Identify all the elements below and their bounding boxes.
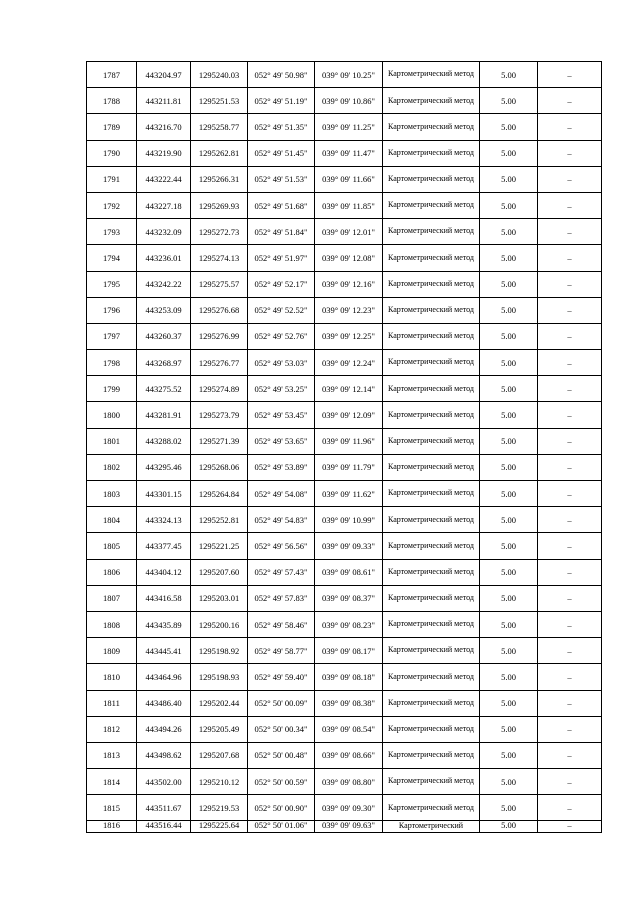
note-cell: – (538, 454, 602, 480)
x-coordinate-cell: 443242.22 (137, 271, 191, 297)
note-cell: – (538, 559, 602, 585)
x-coordinate-cell: 443404.12 (137, 559, 191, 585)
point-number-cell: 1800 (87, 402, 137, 428)
x-coordinate-cell: 443211.81 (137, 88, 191, 114)
y-coordinate-cell: 1295219.53 (191, 795, 248, 821)
table-row (87, 481, 602, 507)
point-number-cell: 1799 (87, 376, 137, 402)
x-coordinate-cell: 443416.58 (137, 585, 191, 611)
y-coordinate-cell: 1295275.57 (191, 271, 248, 297)
x-coordinate-cell: 443324.13 (137, 507, 191, 533)
note-cell: – (538, 611, 602, 637)
table-row (87, 690, 602, 716)
x-coordinate-cell: 443219.90 (137, 140, 191, 166)
latitude-cell: 052° 49' 52.17" (248, 271, 315, 297)
longitude-cell: 039° 09' 09.63" (315, 821, 383, 833)
longitude-cell: 039° 09' 08.66" (315, 742, 383, 768)
accuracy-cell: 5.00 (480, 219, 538, 245)
table-row (87, 769, 602, 795)
point-number-cell: 1802 (87, 454, 137, 480)
method-cell: Картометрический метод (383, 664, 480, 690)
x-coordinate-cell: 443216.70 (137, 114, 191, 140)
point-number-cell: 1808 (87, 611, 137, 637)
note-cell: – (538, 742, 602, 768)
note-cell: – (538, 323, 602, 349)
point-number-cell: 1790 (87, 140, 137, 166)
latitude-cell: 052° 50' 00.09" (248, 690, 315, 716)
y-coordinate-cell: 1295198.93 (191, 664, 248, 690)
x-coordinate-cell: 443232.09 (137, 219, 191, 245)
x-coordinate-cell: 443498.62 (137, 742, 191, 768)
note-cell: – (538, 245, 602, 271)
method-cell: Картометрический метод (383, 428, 480, 454)
latitude-cell: 052° 49' 54.83" (248, 507, 315, 533)
point-number-cell: 1812 (87, 716, 137, 742)
method-cell: Картометрический метод (383, 88, 480, 114)
note-cell: – (538, 350, 602, 376)
y-coordinate-cell: 1295266.31 (191, 166, 248, 192)
accuracy-cell: 5.00 (480, 664, 538, 690)
accuracy-cell: 5.00 (480, 507, 538, 533)
accuracy-cell: 5.00 (480, 62, 538, 88)
note-cell: – (538, 114, 602, 140)
note-cell: – (538, 166, 602, 192)
longitude-cell: 039° 09' 12.01" (315, 219, 383, 245)
latitude-cell: 052° 49' 54.08" (248, 481, 315, 507)
table-row (87, 454, 602, 480)
note-cell: – (538, 769, 602, 795)
point-number-cell: 1795 (87, 271, 137, 297)
y-coordinate-cell: 1295262.81 (191, 140, 248, 166)
accuracy-cell: 5.00 (480, 192, 538, 218)
method-cell: Картометрический метод (383, 716, 480, 742)
method-cell: Картометрический метод (383, 507, 480, 533)
longitude-cell: 039° 09' 12.09" (315, 402, 383, 428)
latitude-cell: 052° 49' 56.56" (248, 533, 315, 559)
table-row (87, 402, 602, 428)
note-cell: – (538, 62, 602, 88)
table-row (87, 716, 602, 742)
y-coordinate-cell: 1295203.01 (191, 585, 248, 611)
latitude-cell: 052° 49' 58.77" (248, 638, 315, 664)
table-row (87, 821, 602, 833)
latitude-cell: 052° 49' 58.46" (248, 611, 315, 637)
note-cell: – (538, 140, 602, 166)
x-coordinate-cell: 443227.18 (137, 192, 191, 218)
table-row (87, 219, 602, 245)
point-number-cell: 1794 (87, 245, 137, 271)
accuracy-cell: 5.00 (480, 821, 538, 833)
accuracy-cell: 5.00 (480, 245, 538, 271)
x-coordinate-cell: 443253.09 (137, 297, 191, 323)
y-coordinate-cell: 1295273.79 (191, 402, 248, 428)
point-number-cell: 1787 (87, 62, 137, 88)
y-coordinate-cell: 1295207.60 (191, 559, 248, 585)
latitude-cell: 052° 49' 53.25" (248, 376, 315, 402)
latitude-cell: 052° 50' 00.59" (248, 769, 315, 795)
x-coordinate-cell: 443260.37 (137, 323, 191, 349)
method-cell: Картометрический метод (383, 350, 480, 376)
method-cell: Картометрический метод (383, 559, 480, 585)
table-row (87, 245, 602, 271)
accuracy-cell: 5.00 (480, 742, 538, 768)
method-cell: Картометрический метод (383, 219, 480, 245)
latitude-cell: 052° 49' 57.83" (248, 585, 315, 611)
point-number-cell: 1816 (87, 821, 137, 833)
y-coordinate-cell: 1295258.77 (191, 114, 248, 140)
x-coordinate-cell: 443511.67 (137, 795, 191, 821)
coordinates-table (86, 61, 602, 833)
y-coordinate-cell: 1295271.39 (191, 428, 248, 454)
method-cell: Картометрический метод (383, 271, 480, 297)
point-number-cell: 1793 (87, 219, 137, 245)
accuracy-cell: 5.00 (480, 88, 538, 114)
y-coordinate-cell: 1295274.13 (191, 245, 248, 271)
y-coordinate-cell: 1295272.73 (191, 219, 248, 245)
y-coordinate-cell: 1295198.92 (191, 638, 248, 664)
x-coordinate-cell: 443494.26 (137, 716, 191, 742)
table-row (87, 376, 602, 402)
note-cell: – (538, 376, 602, 402)
y-coordinate-cell: 1295202.44 (191, 690, 248, 716)
point-number-cell: 1815 (87, 795, 137, 821)
accuracy-cell: 5.00 (480, 716, 538, 742)
longitude-cell: 039° 09' 08.18" (315, 664, 383, 690)
note-cell: – (538, 821, 602, 833)
point-number-cell: 1801 (87, 428, 137, 454)
longitude-cell: 039° 09' 08.54" (315, 716, 383, 742)
accuracy-cell: 5.00 (480, 166, 538, 192)
note-cell: – (538, 192, 602, 218)
accuracy-cell: 5.00 (480, 585, 538, 611)
note-cell: – (538, 428, 602, 454)
point-number-cell: 1797 (87, 323, 137, 349)
method-cell: Картометрический метод (383, 166, 480, 192)
y-coordinate-cell: 1295276.68 (191, 297, 248, 323)
note-cell: – (538, 507, 602, 533)
y-coordinate-cell: 1295269.93 (191, 192, 248, 218)
longitude-cell: 039° 09' 10.99" (315, 507, 383, 533)
point-number-cell: 1803 (87, 481, 137, 507)
method-cell: Картометрический метод (383, 690, 480, 716)
x-coordinate-cell: 443502.00 (137, 769, 191, 795)
method-cell: Картометрический метод (383, 62, 480, 88)
note-cell: – (538, 638, 602, 664)
table-row (87, 428, 602, 454)
x-coordinate-cell: 443516.44 (137, 821, 191, 833)
accuracy-cell: 5.00 (480, 690, 538, 716)
note-cell: – (538, 716, 602, 742)
method-cell: Картометрический метод (383, 795, 480, 821)
table-row (87, 271, 602, 297)
latitude-cell: 052° 49' 51.97" (248, 245, 315, 271)
point-number-cell: 1805 (87, 533, 137, 559)
latitude-cell: 052° 50' 01.06" (248, 821, 315, 833)
table-row (87, 88, 602, 114)
latitude-cell: 052° 49' 51.45" (248, 140, 315, 166)
y-coordinate-cell: 1295252.81 (191, 507, 248, 533)
y-coordinate-cell: 1295276.99 (191, 323, 248, 349)
y-coordinate-cell: 1295210.12 (191, 769, 248, 795)
point-number-cell: 1806 (87, 559, 137, 585)
table-row (87, 62, 602, 88)
y-coordinate-cell: 1295207.68 (191, 742, 248, 768)
note-cell: – (538, 585, 602, 611)
latitude-cell: 052° 49' 52.52" (248, 297, 315, 323)
longitude-cell: 039° 09' 11.66" (315, 166, 383, 192)
point-number-cell: 1804 (87, 507, 137, 533)
longitude-cell: 039° 09' 12.14" (315, 376, 383, 402)
method-cell: Картометрический метод (383, 245, 480, 271)
x-coordinate-cell: 443275.52 (137, 376, 191, 402)
x-coordinate-cell: 443486.40 (137, 690, 191, 716)
table-row (87, 297, 602, 323)
note-cell: – (538, 795, 602, 821)
x-coordinate-cell: 443236.01 (137, 245, 191, 271)
note-cell: – (538, 533, 602, 559)
latitude-cell: 052° 50' 00.34" (248, 716, 315, 742)
method-cell: Картометрический метод (383, 140, 480, 166)
table-row (87, 140, 602, 166)
latitude-cell: 052° 49' 51.84" (248, 219, 315, 245)
longitude-cell: 039° 09' 12.23" (315, 297, 383, 323)
accuracy-cell: 5.00 (480, 611, 538, 637)
method-cell: Картометрический (383, 821, 480, 833)
table-row (87, 638, 602, 664)
x-coordinate-cell: 443295.46 (137, 454, 191, 480)
note-cell: – (538, 664, 602, 690)
table-body (87, 62, 602, 833)
method-cell: Картометрический метод (383, 638, 480, 664)
accuracy-cell: 5.00 (480, 769, 538, 795)
accuracy-cell: 5.00 (480, 533, 538, 559)
y-coordinate-cell: 1295240.03 (191, 62, 248, 88)
y-coordinate-cell: 1295221.25 (191, 533, 248, 559)
note-cell: – (538, 88, 602, 114)
method-cell: Картометрический метод (383, 769, 480, 795)
table-row (87, 114, 602, 140)
accuracy-cell: 5.00 (480, 140, 538, 166)
point-number-cell: 1813 (87, 742, 137, 768)
longitude-cell: 039° 09' 08.80" (315, 769, 383, 795)
note-cell: – (538, 271, 602, 297)
longitude-cell: 039° 09' 08.17" (315, 638, 383, 664)
longitude-cell: 039° 09' 11.85" (315, 192, 383, 218)
point-number-cell: 1810 (87, 664, 137, 690)
latitude-cell: 052° 49' 51.53" (248, 166, 315, 192)
method-cell: Картометрический метод (383, 585, 480, 611)
method-cell: Картометрический метод (383, 611, 480, 637)
latitude-cell: 052° 49' 50.98" (248, 62, 315, 88)
method-cell: Картометрический метод (383, 533, 480, 559)
method-cell: Картометрический метод (383, 192, 480, 218)
longitude-cell: 039° 09' 12.16" (315, 271, 383, 297)
point-number-cell: 1814 (87, 769, 137, 795)
longitude-cell: 039° 09' 10.25" (315, 62, 383, 88)
longitude-cell: 039° 09' 08.23" (315, 611, 383, 637)
point-number-cell: 1788 (87, 88, 137, 114)
point-number-cell: 1791 (87, 166, 137, 192)
latitude-cell: 052° 49' 57.43" (248, 559, 315, 585)
x-coordinate-cell: 443281.91 (137, 402, 191, 428)
x-coordinate-cell: 443464.96 (137, 664, 191, 690)
latitude-cell: 052° 49' 53.89" (248, 454, 315, 480)
method-cell: Картометрический метод (383, 114, 480, 140)
point-number-cell: 1809 (87, 638, 137, 664)
y-coordinate-cell: 1295276.77 (191, 350, 248, 376)
method-cell: Картометрический метод (383, 481, 480, 507)
method-cell: Картометрический метод (383, 323, 480, 349)
latitude-cell: 052° 49' 51.19" (248, 88, 315, 114)
longitude-cell: 039° 09' 11.62" (315, 481, 383, 507)
accuracy-cell: 5.00 (480, 638, 538, 664)
point-number-cell: 1789 (87, 114, 137, 140)
table-row (87, 350, 602, 376)
latitude-cell: 052° 49' 59.40" (248, 664, 315, 690)
y-coordinate-cell: 1295225.64 (191, 821, 248, 833)
accuracy-cell: 5.00 (480, 323, 538, 349)
y-coordinate-cell: 1295268.06 (191, 454, 248, 480)
table-row (87, 166, 602, 192)
point-number-cell: 1807 (87, 585, 137, 611)
x-coordinate-cell: 443435.89 (137, 611, 191, 637)
latitude-cell: 052° 49' 52.76" (248, 323, 315, 349)
latitude-cell: 052° 49' 53.03" (248, 350, 315, 376)
table-row (87, 795, 602, 821)
latitude-cell: 052° 49' 51.35" (248, 114, 315, 140)
accuracy-cell: 5.00 (480, 271, 538, 297)
longitude-cell: 039° 09' 11.47" (315, 140, 383, 166)
table-row (87, 664, 602, 690)
table-row (87, 507, 602, 533)
note-cell: – (538, 402, 602, 428)
latitude-cell: 052° 49' 51.68" (248, 192, 315, 218)
x-coordinate-cell: 443377.45 (137, 533, 191, 559)
method-cell: Картометрический метод (383, 742, 480, 768)
accuracy-cell: 5.00 (480, 795, 538, 821)
y-coordinate-cell: 1295200.16 (191, 611, 248, 637)
longitude-cell: 039° 09' 09.30" (315, 795, 383, 821)
note-cell: – (538, 481, 602, 507)
table-row (87, 585, 602, 611)
note-cell: – (538, 219, 602, 245)
method-cell: Картометрический метод (383, 402, 480, 428)
longitude-cell: 039° 09' 08.37" (315, 585, 383, 611)
method-cell: Картометрический метод (383, 454, 480, 480)
longitude-cell: 039° 09' 09.33" (315, 533, 383, 559)
x-coordinate-cell: 443204.97 (137, 62, 191, 88)
longitude-cell: 039° 09' 12.24" (315, 350, 383, 376)
table-row (87, 559, 602, 585)
y-coordinate-cell: 1295274.89 (191, 376, 248, 402)
longitude-cell: 039° 09' 12.08" (315, 245, 383, 271)
accuracy-cell: 5.00 (480, 454, 538, 480)
accuracy-cell: 5.00 (480, 114, 538, 140)
accuracy-cell: 5.00 (480, 428, 538, 454)
x-coordinate-cell: 443268.97 (137, 350, 191, 376)
x-coordinate-cell: 443288.02 (137, 428, 191, 454)
table-row (87, 323, 602, 349)
accuracy-cell: 5.00 (480, 402, 538, 428)
accuracy-cell: 5.00 (480, 481, 538, 507)
table-row (87, 533, 602, 559)
latitude-cell: 052° 50' 00.90" (248, 795, 315, 821)
latitude-cell: 052° 49' 53.45" (248, 402, 315, 428)
table-row (87, 742, 602, 768)
y-coordinate-cell: 1295264.84 (191, 481, 248, 507)
longitude-cell: 039° 09' 10.86" (315, 88, 383, 114)
accuracy-cell: 5.00 (480, 350, 538, 376)
latitude-cell: 052° 50' 00.48" (248, 742, 315, 768)
method-cell: Картометрический метод (383, 297, 480, 323)
longitude-cell: 039° 09' 08.61" (315, 559, 383, 585)
longitude-cell: 039° 09' 08.38" (315, 690, 383, 716)
longitude-cell: 039° 09' 11.79" (315, 454, 383, 480)
x-coordinate-cell: 443222.44 (137, 166, 191, 192)
latitude-cell: 052° 49' 53.65" (248, 428, 315, 454)
accuracy-cell: 5.00 (480, 297, 538, 323)
longitude-cell: 039° 09' 11.96" (315, 428, 383, 454)
point-number-cell: 1798 (87, 350, 137, 376)
point-number-cell: 1796 (87, 297, 137, 323)
note-cell: – (538, 690, 602, 716)
table-row (87, 611, 602, 637)
method-cell: Картометрический метод (383, 376, 480, 402)
accuracy-cell: 5.00 (480, 376, 538, 402)
longitude-cell: 039° 09' 12.25" (315, 323, 383, 349)
y-coordinate-cell: 1295205.49 (191, 716, 248, 742)
table-row (87, 192, 602, 218)
point-number-cell: 1792 (87, 192, 137, 218)
longitude-cell: 039° 09' 11.25" (315, 114, 383, 140)
x-coordinate-cell: 443301.15 (137, 481, 191, 507)
y-coordinate-cell: 1295251.53 (191, 88, 248, 114)
point-number-cell: 1811 (87, 690, 137, 716)
x-coordinate-cell: 443445.41 (137, 638, 191, 664)
note-cell: – (538, 297, 602, 323)
accuracy-cell: 5.00 (480, 559, 538, 585)
